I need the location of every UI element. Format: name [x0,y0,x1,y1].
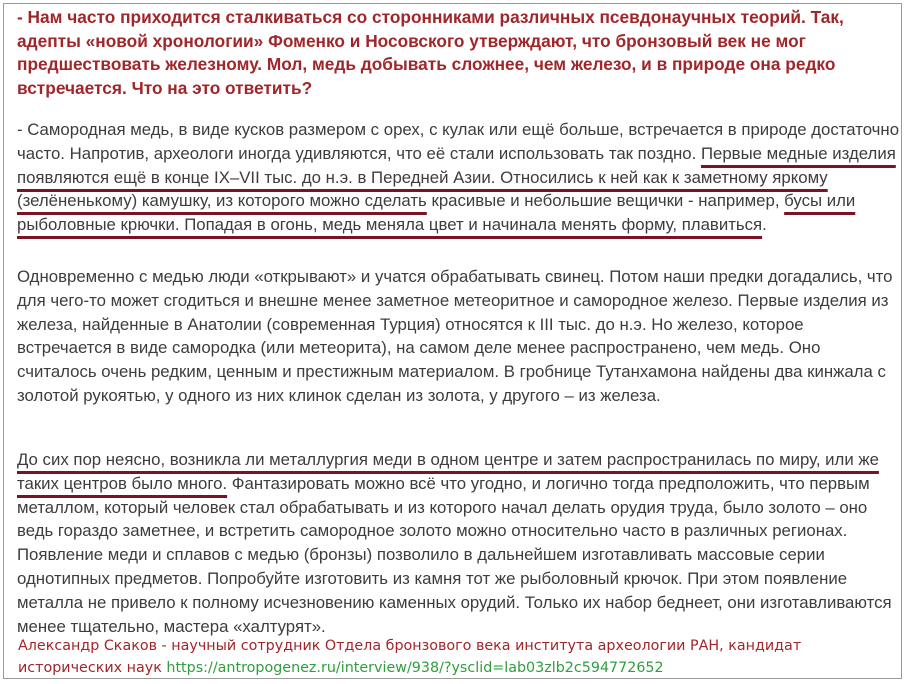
paragraph-1-intro: - Самородная медь, в виде кусков размером с орех, с кулак или ещё больше, встречается в природе достаточно часто. Напротив, археологи иногда удивляются, что её стали использовать так поздно. [17,120,900,163]
author-credit: Александр Скаков - научный сотрудник Отдела бронзового века института археологии РАН, кандидат исторических наук [18,638,802,676]
paragraph-1-end: . [762,215,767,235]
source-credit [18,636,898,679]
answer-paragraph-2: Одновременно с медью люди «открывают» и учатся обрабатывать свинец. Потом наши предки догадались, что для чего-то может сгодиться и внешне менее заметное метеоритное и самородное железо. Первые изделия из железа, найденные в Анатолии (современная Турция) относятся к III тыс. до н.э. Но железо, которое встречается в виде самородка (или метеорита), на самом деле менее распространено, чем медь. Оно считалось очень редким, ценным и престижным материалом. В гробнице Тутанхамона найдены два кинжала с золотой рукоятью, у одного из них клинок сделан из золота, у другого – из железа. [17,267,893,405]
interview-question: - Нам часто приходится сталкиваться со сторонниками различных псевдонаучных теорий. Так, адепты «новой хронологии» Фоменко и Носовского утверждают, что бронзовый век не мог предшествовать железному. Мол, медь добывать сложнее, чем железо, и в природе она редко встречается. Что на это ответить? [17,7,844,98]
underlined-passage-first-copy-items: Первые медные изделия появляются ещё в конце IX–VII тыс. до н.э. в Передней Азии. Относились к ней как к заметному яркому (зелёненькому) камушку, из которого можно сделать [17,143,896,211]
answer-paragraph-3 [17,448,901,638]
underlined-passage-metallurgy-centers: До сих пор неясно, возникла ли металлургия меди в одном центре и затем распространилась по миру, или же таких центров было много. [17,450,879,493]
document-frame [3,3,902,679]
paragraph-3-rest: Фантазировать можно всё что угодно, и логично тогда предположить, что первым металлом, который человек стал обрабатывать и из которого начал делать орудия труда, было золото – оно ведь гораздо заметнее, и встретить самородное золото можно относительно часто в различных регионах. Появление меди и сплавов с медью (бронзы) позволило в дальнейшем изготавливать массовые серии однотипных предметов. Попробуйте изготовить из камня тот же рыболовный крючок. При этом появление металла не привело к полному исчезновению каменных орудий. Только их набор беднеет, они изготавливаются менее тщательно, мастера «халтурят». [17,473,892,636]
source-url: https://antropogenez.ru/interview/938/?ysclid=lab03zlb2c594772652 [166,659,664,676]
underlined-passage-beads-hooks: бусы или рыболовные крючки. Попадая в огонь, медь меняла цвет и начинала менять форму, плавиться [17,191,856,235]
paragraph-1-middle: красивые и небольшие вещички - например, [426,191,785,211]
answer-paragraph-1 [17,118,901,237]
